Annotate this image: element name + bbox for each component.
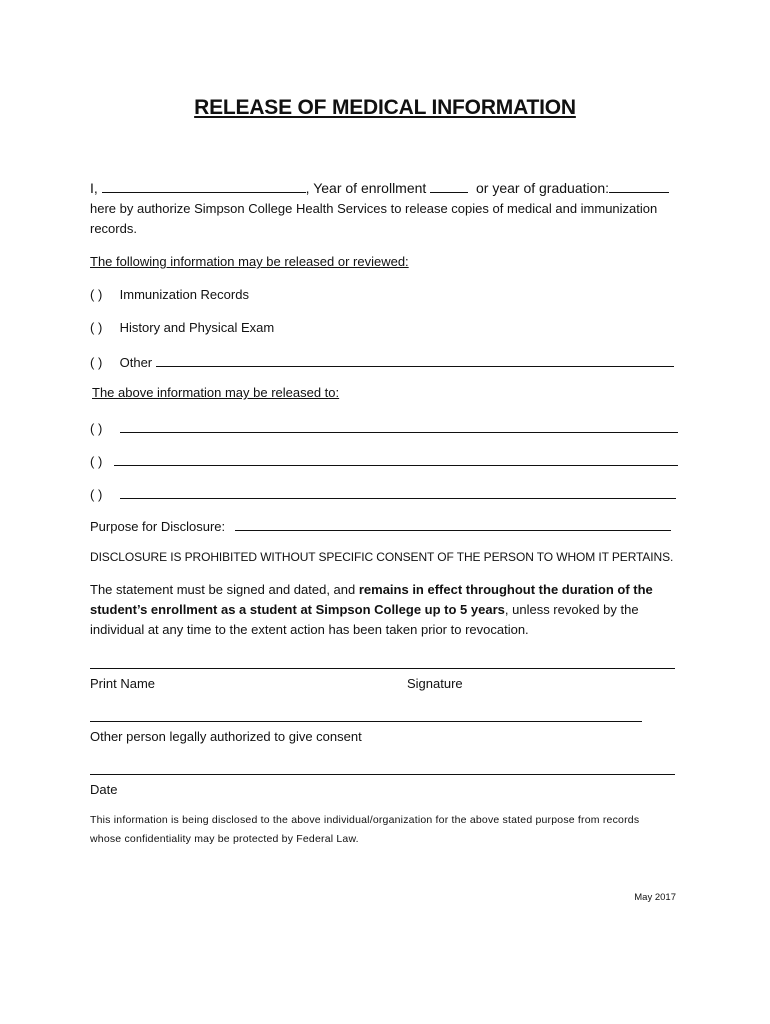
- checkbox-history-physical[interactable]: ( ): [90, 320, 103, 335]
- recipient-row[interactable]: [90, 452, 678, 469]
- recipient-row[interactable]: [90, 419, 678, 436]
- checkbox-recipient-3[interactable]: ( ): [90, 487, 103, 502]
- option-label: Immunization Records: [119, 287, 249, 302]
- signature-label: Signature: [407, 676, 463, 691]
- print-name-signature-line[interactable]: [90, 668, 675, 669]
- date-label: Date: [90, 782, 118, 797]
- recipient-field-1[interactable]: [120, 419, 678, 433]
- intro-line: [90, 179, 669, 196]
- purpose-field[interactable]: [235, 517, 671, 531]
- section-heading-info: The following information may be released or reviewed:: [90, 254, 409, 269]
- intro-line-2: here by authorize Simpson College Health Services to release copies of medical and immunization: [90, 201, 658, 216]
- checkbox-immunization[interactable]: ( ): [90, 287, 103, 302]
- checkbox-recipient-2[interactable]: ( ): [90, 454, 103, 469]
- option-label: History and Physical Exam: [119, 320, 275, 335]
- section-heading-recipients: The above information may be released to:: [92, 385, 340, 400]
- date-line[interactable]: [90, 774, 675, 775]
- option-immunization[interactable]: [90, 287, 249, 302]
- option-other[interactable]: [90, 353, 674, 370]
- purpose-label: Purpose for Disclosure:: [90, 519, 226, 534]
- statement-part1: The statement must be signed and dated, and: [90, 582, 359, 597]
- recipient-field-3[interactable]: [120, 485, 676, 499]
- graduation-year-field[interactable]: [609, 179, 669, 193]
- intro-prefix: I,: [90, 180, 98, 196]
- disclosure-notice: DISCLOSURE IS PROHIBITED WITHOUT SPECIFIC CONSENT OF THE PERSON TO WHOM IT PERTAINS.: [90, 550, 674, 564]
- statement-paragraph: [90, 580, 680, 640]
- federal-notice: [90, 811, 690, 849]
- federal-notice-line-2: whose confidentiality may be protected by Federal Law.: [90, 833, 359, 845]
- recipient-row[interactable]: [90, 485, 676, 502]
- other-person-label: Other person legally authorized to give consent: [90, 729, 362, 744]
- footer-date: May 2017: [634, 892, 676, 903]
- enrollment-label: , Year of enrollment: [305, 180, 427, 196]
- enrollment-year-field[interactable]: [430, 179, 468, 193]
- graduation-label: or year of graduation:: [475, 180, 610, 196]
- other-field[interactable]: [156, 353, 674, 367]
- statement-part2: , unless revoked by the individual at any time to the extent action has been taken prior to revocation.: [90, 602, 639, 637]
- recipient-field-2[interactable]: [114, 452, 678, 466]
- option-history-physical[interactable]: [90, 320, 274, 335]
- checkbox-recipient-1[interactable]: ( ): [90, 421, 103, 436]
- checkbox-other[interactable]: ( ): [90, 355, 103, 370]
- page-title: RELEASE OF MEDICAL INFORMATION: [194, 96, 576, 119]
- option-label: Other: [119, 355, 153, 370]
- intro-line-3: records.: [90, 221, 137, 236]
- name-field[interactable]: [102, 179, 306, 193]
- purpose-row: [90, 517, 671, 534]
- other-person-line[interactable]: [90, 721, 642, 722]
- statement-bold: remains in effect throughout the duration of the student’s enrollment as a student at Simpson College up to 5 years: [90, 582, 653, 617]
- print-name-label: Print Name: [90, 676, 156, 691]
- federal-notice-line-1: This information is being disclosed to the above individual/organization for the above stated purpose from records: [90, 814, 640, 826]
